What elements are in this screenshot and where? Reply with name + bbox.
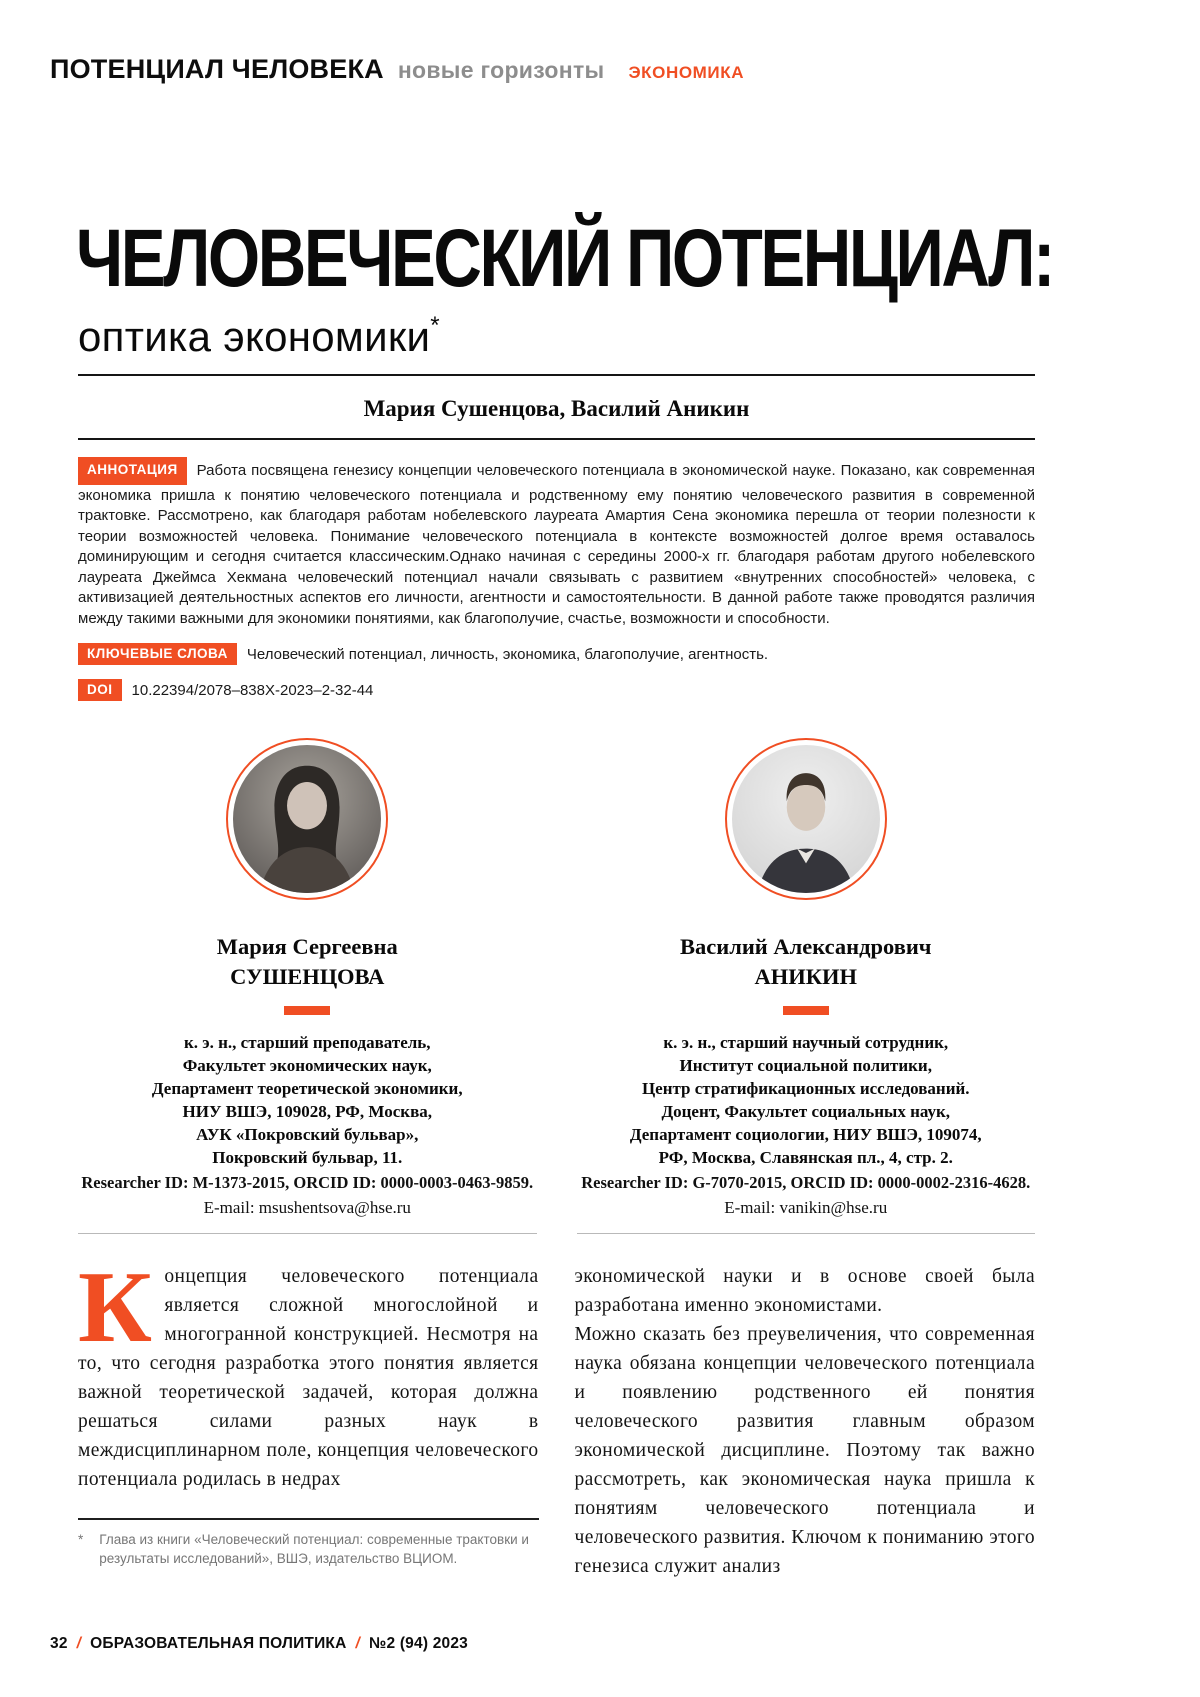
body-paragraph-text: онцепция человеческого потенциала является сложной многослойной и многогранной конструкцией. Несмотря на то, что сегодня разработка этого понятия является важной теоретической задачей, которая должна решаться силами разных наук в междисциплинарном поле, концепция человеческого потенциала родилась в недрах bbox=[78, 1266, 539, 1490]
drop-cap: К bbox=[78, 1251, 153, 1364]
article-body bbox=[78, 1251, 1035, 1581]
body-paragraph: экономической науки и в основе своей была разработана именно экономистами. bbox=[574, 1266, 1035, 1316]
affiliation-line: Доцент, Факультет социальных наук, bbox=[661, 1102, 951, 1121]
page-number: 32 bbox=[50, 1635, 68, 1652]
keywords-label: КЛЮЧЕВЫЕ СЛОВА bbox=[78, 643, 237, 665]
affiliation-line: РФ, Москва, Славянская пл., 4, стр. 2. bbox=[658, 1148, 953, 1167]
doi-value: 10.22394/2078–838X-2023–2-32-44 bbox=[131, 682, 374, 699]
affiliation-line: к. э. н., старший научный сотрудник, bbox=[663, 1033, 949, 1052]
author-photo bbox=[732, 745, 880, 893]
author-last-name: СУШЕНЦОВА bbox=[230, 964, 385, 989]
keywords-text: Человеческий потенциал, личность, экономика, благополучие, агентность. bbox=[246, 646, 769, 663]
divider bbox=[78, 438, 1035, 440]
author-affiliation bbox=[577, 1031, 1036, 1169]
doi-block bbox=[78, 680, 1035, 702]
journal-brand: ПОТЕНЦИАЛ ЧЕЛОВЕКА bbox=[50, 54, 384, 84]
affiliation-line: к. э. н., старший преподаватель, bbox=[183, 1033, 431, 1052]
authors-section bbox=[78, 738, 1035, 1234]
footer-separator: / bbox=[76, 1635, 82, 1652]
divider bbox=[78, 374, 1035, 376]
author-card-anikin bbox=[577, 738, 1036, 1234]
article-subtitle bbox=[78, 312, 440, 361]
affiliation-line: Департамент теоретической экономики, bbox=[151, 1079, 463, 1098]
affiliation-line: НИУ ВШЭ, 109028, РФ, Москва, bbox=[182, 1102, 432, 1121]
footnote bbox=[78, 1530, 539, 1568]
photo-ring bbox=[725, 738, 887, 900]
body-column-left bbox=[78, 1251, 539, 1581]
annotation-text: Работа посвящена генезису концепции человеческого потенциала в экономической науке. Показано, как современная экономика пришла к понятию человеческого потенциала и родственному ему понятию человеческого развития в современной трактовке. Рассмотрено, как благодаря работам нобелевского лауреата Амартия Сена экономика перешла от теории полезности к теории возможностей человека. Понимание человеческого потенциала в контексте возможностей долгое время оставалось доминирующим и сегодня считается классическим.Однако начиная с середины 2000-х гг. благодаря работам другого нобелевского лауреата Джеймса Хекмана человеческий потенциал начали связывать с развитием «внутренних способностей» человека, с активизацией деятельностных аспектов его личности, агентности и самостоятельности. В данной работе также проводятся различия между такими важными для экономики понятиями, как благополучие, счастье, возможности и способности. bbox=[78, 462, 1035, 627]
affiliation-line: Центр стратификационных исследований. bbox=[641, 1079, 970, 1098]
body-paragraph: Можно сказать без преувеличения, что современная наука обязана концепции человеческого потенциала и появлению родственного ей понятия человеческого развития главным образом экономической дисциплине. Поэтому так важно рассмотреть, как экономическая наука пришла к понятиям человеческого потенциала и человеческого развития. Ключом к пониманию этого генезиса служит анализ bbox=[574, 1324, 1035, 1577]
subtitle-footnote-mark: * bbox=[430, 312, 440, 339]
affiliation-line: Институт социальной политики, bbox=[679, 1056, 932, 1075]
author-last-name: АНИКИН bbox=[754, 964, 858, 989]
page-footer bbox=[50, 1635, 468, 1653]
footnote-mark: * bbox=[78, 1532, 84, 1547]
author-first-name: Мария Сергеевна bbox=[216, 934, 398, 959]
author-email: E-mail: msushentsova@hse.ru bbox=[203, 1198, 411, 1217]
author-card-sushentsova bbox=[78, 738, 537, 1234]
masthead bbox=[50, 54, 1150, 85]
body-column-right bbox=[575, 1262, 1036, 1581]
author-first-name: Василий Александрович bbox=[679, 934, 932, 959]
author-name bbox=[577, 932, 1036, 992]
divider bbox=[78, 1233, 537, 1234]
issue-number: №2 (94) 2023 bbox=[369, 1635, 468, 1652]
keywords-block bbox=[78, 644, 1035, 666]
section-label: ЭКОНОМИКА bbox=[628, 63, 745, 82]
accent-bar bbox=[284, 1006, 330, 1015]
article-title: ЧЕЛОВЕЧЕСКИЙ ПОТЕНЦИАЛ: bbox=[76, 213, 1053, 304]
footer-separator: / bbox=[355, 1635, 361, 1652]
article-content bbox=[78, 458, 1035, 1581]
article-byline: Мария Сушенцова, Василий Аникин bbox=[363, 396, 750, 421]
author-email: E-mail: vanikin@hse.ru bbox=[724, 1198, 888, 1217]
divider bbox=[577, 1233, 1036, 1234]
affiliation-line: Департамент социологии, НИУ ВШЭ, 109074, bbox=[629, 1125, 982, 1144]
author-researcher-ids: Researcher ID: G-7070-2015, ORCID ID: 0000-0002-2316-4628. bbox=[581, 1173, 1031, 1192]
footnote-divider bbox=[78, 1518, 539, 1520]
affiliation-line: АУК «Покровский бульвар», bbox=[196, 1125, 419, 1144]
affiliation-line: Факультет экономических наук, bbox=[182, 1056, 432, 1075]
footnote-text: Глава из книги «Человеческий потенциал: современные трактовки и результаты исследований», ВШЭ, издательство ВЦИОМ. bbox=[99, 1532, 529, 1566]
article-subtitle-text: оптика экономики bbox=[78, 313, 431, 360]
annotation-label: АННОТАЦИЯ bbox=[78, 457, 187, 485]
journal-tagline: новые горизонты bbox=[397, 57, 605, 83]
author-photo bbox=[233, 745, 381, 893]
affiliation-line: Покровский бульвар, 11. bbox=[212, 1148, 403, 1167]
accent-bar bbox=[783, 1006, 829, 1015]
author-researcher-ids: Researcher ID: M-1373-2015, ORCID ID: 0000-0003-0463-9859. bbox=[81, 1173, 534, 1192]
journal-name: ОБРАЗОВАТЕЛЬНАЯ ПОЛИТИКА bbox=[90, 1635, 347, 1652]
annotation-block bbox=[78, 458, 1035, 629]
author-affiliation bbox=[78, 1031, 537, 1169]
body-paragraph bbox=[78, 1251, 539, 1494]
doi-label: DOI bbox=[78, 679, 122, 701]
author-name bbox=[78, 932, 537, 992]
photo-ring bbox=[226, 738, 388, 900]
